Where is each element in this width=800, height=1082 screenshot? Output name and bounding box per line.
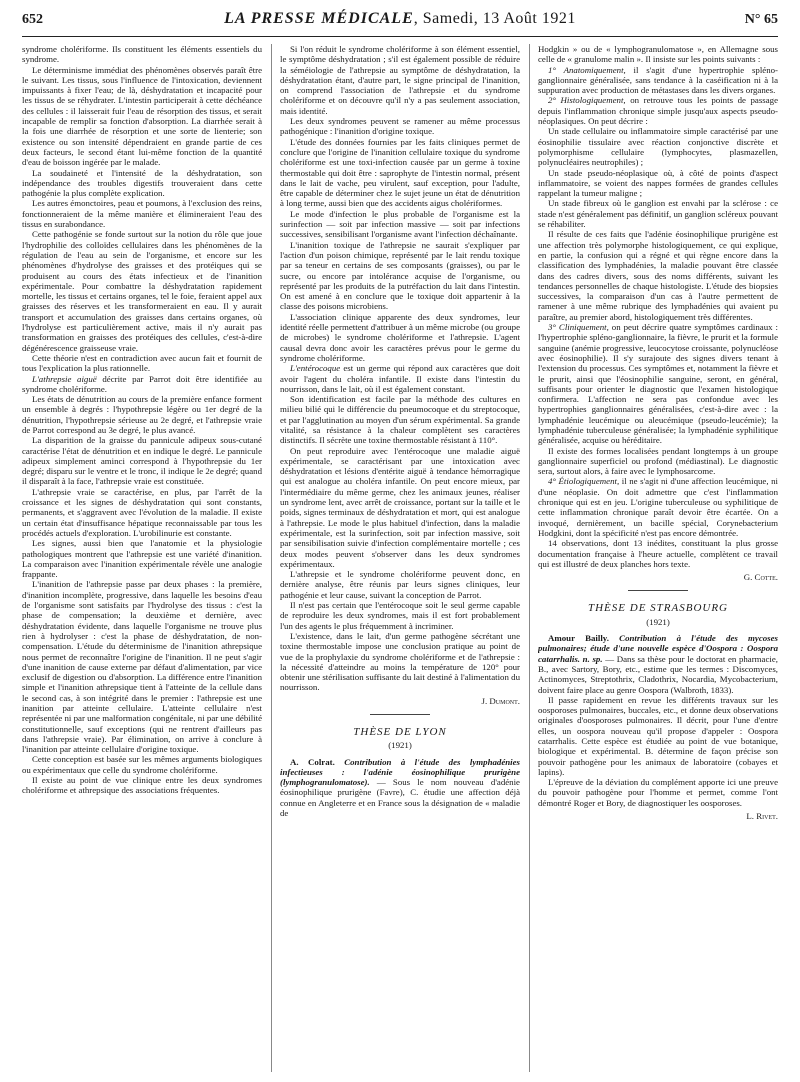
page-number: 652 xyxy=(22,12,43,27)
thesis-title: Contribution à l'étude des mycoses pulmonaires; étude d'une nouvelle espèce d'Oospora : Oospora catarrhalis. n. sp. xyxy=(538,633,778,664)
author-signature: G. Cotte. xyxy=(743,572,778,583)
paragraph: L'inanition toxique de l'athrepsie ne saurait s'expliquer par l'action d'un poison chimique, représenté par le lait rendu toxique par sa teneur en certains de ses composants (graisses), ou par le sucre, ou encore par intolérance acquise de l'organisme, ou représenté par les produits de la putréfaction du lait dans l'intestin. On est amené à en conclure que le toxique doit appartenir à la classe des poisons microbiens. xyxy=(280,239,520,312)
thesis-author: A. Colrat. xyxy=(290,756,335,767)
paragraph: L'athrepsie et le syndrome cholériforme peuvent donc, en dernière analyse, être réunis par leurs signes cliniques, leur pathogénie et leur cause, suivant la conception de Parrot. xyxy=(280,569,520,600)
paragraph: Les signes, aussi bien que l'anatomie et la physiologie pathologiques montrent que l'athrepsie est une variété d'inanition. La comparaison avec l'inanition expérimentale révèle une analogie frappante. xyxy=(22,538,262,580)
emphasis: L'entérocoque xyxy=(290,363,341,374)
author-signature: L. Rivet. xyxy=(746,811,778,822)
text: on retrouve tous les points de passage depuis l'inflammation chronique simple jusqu'aux aspects pseudo-néoplasiques. On peut décrire : xyxy=(538,95,778,127)
page-header xyxy=(22,8,778,36)
text: il ne s'agit ni d'une affection leucémique, ni d'une néoplasie. On doit admettre que c'est l'inflammation chronique qui est en jeu. L'origine tuberculeuse ou syphilitique de cette inflammation chronique paraît devoir être écartée. On a invoqué, dernièrement, un bacille spécial, Corynebacterium Hodgkini, dont la spécificité n'est pas encore démontrée. xyxy=(538,476,778,538)
paragraph: Cette conception est basée sur les mêmes arguments biologiques ou expérimentaux que celle du syndrome cholériforme. xyxy=(22,754,262,775)
column-right xyxy=(538,44,778,1076)
running-title xyxy=(22,10,778,28)
thesis-author: Amour Bailly. xyxy=(548,633,609,644)
paragraph: Hodgkin » ou de « lymphogranulomatose », en Allemagne sous celle de « granulome malin ». Il insiste sur les points suivants : xyxy=(538,44,778,65)
section-heading: THÈSE DE STRASBOURG xyxy=(588,602,728,615)
emphasis: 1° Anatomiquement, xyxy=(548,64,626,75)
issue-date: , Samedi, 13 Août 1921 xyxy=(413,10,576,27)
paragraph: Il résulte de ces faits que l'adénie éosinophilique prurigène est une affection très polymorphe histologiquement, ce qui explique, en partie, la confusion qui a régné et qui règne encore dans la classification des lymphadénies, la maladie pouvant être classée dans des cadres divers, sous des noms différents, suivant les tendances personnelles de chaque histologiste. L'étude des biopsies successives, la comparaison d'un cas à l'autre permettent de ramener à une même rubrique des lymphadénies qui avaient pu paraître, au premier abord, histologiquement très différentes. xyxy=(538,229,778,322)
emphasis: 3° Cliniquement, xyxy=(548,322,609,333)
paragraph xyxy=(280,757,520,819)
paragraph: L'étude des données fournies par les faits cliniques permet de conclure que l'origine de l'inanition cellulaire toxique du syndrome cholériforme est une toxi-infection causée par un germe à toxine thermostable qui doit être : saprophyte de l'intestin normal, présent dans le lait de vache, peu virulent, sauf exception, pour l'adulte, être capable de déterminer chez le sujet jeune un état de dénutrition à long terme, aussi bien que des accidents aigus cholériformes. xyxy=(280,136,520,209)
paragraph: L'épreuve de la déviation du complément apporte ici une preuve du pouvoir pathogène pour l'homme et permet, comme l'ont démontré Roger et Bory, de diagnostiquer les oosporoses. xyxy=(538,777,778,808)
section-divider xyxy=(628,590,688,591)
paragraph: Un stade cellulaire ou inflammatoire simple caractérisé par une éosinophilie tissulaire avec réaction conjonctive discrète et polymorphisme cellulaire (lymphocytes, plasmazellen, polynucléaires neutrophiles) ; xyxy=(538,126,778,168)
paragraph: Il n'est pas certain que l'entérocoque soit le seul germe capable de reproduire les deux syndromes, mais il est fort probablement l'un des agents le plus fréquemment à incriminer. xyxy=(280,600,520,631)
thesis-title: Contribution à l'étude des lymphadénies infectieuses : l'adénie éosinophilique prurigène (lymphogranulomatose). xyxy=(280,756,520,788)
paragraph: Il existe des formes localisées pendant longtemps à un groupe ganglionnaire superficiel ou profond (médiastinal). Le diagnostic sera, surtout alors, à faire avec le lymphosarcome. xyxy=(538,445,778,477)
column-left xyxy=(22,44,262,1076)
paragraph: Les deux syndromes peuvent se ramener au même processus pathogénique : l'inanition d'origine toxique. xyxy=(280,116,520,137)
paragraph: Le déterminisme immédiat des phénomènes observés paraît être le suivant. Les tissus, sous l'influence de l'intoxication, deviennent impuissants à fixer l'eau; de là, déshydratation et incapacité pour les tissus de se réhydrater. L'intestin participerait à cette déchéance des cellules : il laisserait fuir l'eau de résorption des tissus, et serait incapable de remplir sa fonction d'absorption. La diarrhée serait à la fois une diarrhée de résorption et une sorte de lienterie; son existence ou son intensité dépendraient en grande partie de ces deux facteurs, le second étant lui-même fonction de la quantité d'eau de boisson ingérée par le malade. xyxy=(22,64,262,168)
paragraph: Il existe au point de vue clinique entre les deux syndromes cholériforme et athrepsique des associations fréquentes. xyxy=(22,775,262,796)
paragraph xyxy=(280,363,520,394)
paragraph xyxy=(538,65,778,96)
paragraph: Cette théorie n'est en contradiction avec aucun fait et fournit de tous l'explication la plus rationnelle. xyxy=(22,352,262,374)
column-divider xyxy=(271,44,272,1072)
text: est un germe qui répond aux caractères que doit avoir l'agent du choléra infantile. Il existe dans l'intestin du nourrisson, dans le lait, où il est également constant. xyxy=(280,363,520,394)
paragraph: L'athrepsie vraie se caractérise, en plus, par l'arrêt de la croissance et les signes de déshydratation qui sont constants, permanents, et s'aggravent avec l'évolution de la maladie. Il existe un certain état d'insuffisance hépatique reconnaissable par tous les procédés actuels d'exploration. L'urobilinurie est constante. xyxy=(22,486,262,538)
paragraph: syndrome cholériforme. Ils constituent les éléments essentiels du syndrome. xyxy=(22,44,262,65)
text: décrite par Parrot doit être identifiée au syndrome cholériforme. xyxy=(22,373,262,394)
author-signature: J. Dumont. xyxy=(481,695,520,706)
emphasis: 4° Étiologiquement, xyxy=(548,476,620,487)
text: — Dans sa thèse pour le doctorat en pharmacie, B., avec Sartory, Bory, etc., estime que les termes : Discomyces, Actinomyces, Streptothrix, Cladothrix, Nocardia, Mycobacterium, doivent faire place au genre Oospora (Walbroth, 1833). xyxy=(538,653,778,695)
paragraph: Un stade pseudo-néoplasique où, à côté de points d'aspect inflammatoire, se voient des nappes formées de grandes cellules rappelant la tumeur maligne ; xyxy=(538,167,778,199)
text: on peut décrire quatre symptômes cardinaux : l'hypertrophie spléno-ganglionnaire, la fièvre, le prurit et la formule sanguine (anémie progressive, leucocytose croissante, polynucléose avec éosinophilie). Il s'y surajoute des signes divers tenant à l'extension du processus. Ces symptômes et, notamment la fièvre et le prurit, ainsi que l'éosinophilie sanguine, seront, en général, suffisants pour orienter le diagnostic que l'examen histologique confirmera. L'affection ne sera pas confondue avec les hypertrophies ganglionnaires généralisées, c'est-à-dire avec : la lymphadénie leucémique ou aleucémique (pseudo-leucémie); la lymphadénie tuberculeuse généralisée; la lymphadénie syphilitique généralisée, acquise ou héréditaire. xyxy=(538,322,778,446)
paragraph: Le mode d'infection le plus probable de l'organisme est la surinfection — soit par infection massive — soit par infections successives, sensibilisant l'organisme avant l'infection déchaînante. xyxy=(280,208,520,240)
section-divider xyxy=(370,714,430,715)
paragraph: La disparition de la graisse du pannicule adipeux sous-cutané caractérise l'état de dénutrition et en indique le degré. Le pannicule adipeux simplement aminci correspond à l'hypothrepsie du 1er degré; disparu sur le ventre et le tronc, il indique le 2e degré; quand il disparaît à la face, l'athrepsie vraie est constituée. xyxy=(22,435,262,487)
paragraph xyxy=(538,633,778,695)
column-divider xyxy=(529,44,530,1072)
section-year: (1921) xyxy=(388,740,412,751)
paragraph: 14 observations, dont 13 inédites, constituant la plus grosse documentation française à l'heure actuelle, complètent ce travail qui est illustré de deux planches hors texte. xyxy=(538,538,778,569)
paragraph: Cette pathogénie se fonde surtout sur la notion du rôle que joue l'hydrophilie des colloïdes cellulaires dans les phénomènes de la régulation de l'eau au sein de l'organisme, et encore sur les phénomènes d'hydrolyse des graisses et des protéiques qui se produisent au cours des états infectieux et de l'inanition expérimentale. Pour combattre la déshydratation rapidement mortelle, les tissus et certains organes, tel le foie, feraient appel aux graisses des réserves et les transformeraient en eau. Il y aurait transport et accumulation des graisses dans certains organes, où l'hydrolyse est particulièrement active, mais il n'y aurait pas transformation en graisses des protéiques des cellules, c'est-à-dire dégénérescence graisseuse vraie. xyxy=(22,229,262,353)
paragraph: L'existence, dans le lait, d'un germe pathogène sécrétant une toxine thermostable impose une conclusion pratique au point de vue de la prophylaxie du syndrome cholériforme et de l'athrepsie : la nécessité d'atteindre au moins la température de 120° pour obtenir une stérilisation suffisante du lait destiné à l'alimentation du nourrisson. xyxy=(280,630,520,693)
text: — Sous le nom nouveau d'adénie éosinophilique prurigène (Favre), C. étudie une affection déjà connue en Angleterre et en France sous la désignation de « maladie de xyxy=(280,777,520,819)
section-heading: THÈSE DE LYON xyxy=(353,726,447,738)
paragraph: L'inanition de l'athrepsie passe par deux phases : la première, d'inanition incomplète, progressive, dans laquelle les besoins d'eau de l'organisme sont satisfaits par l'hydrolyse des tissus : c'est la phase de compensation; la deuxième et dernière, avec déshydratation évidente, dans laquelle l'organisme ne trouve plus rien à hydrolyser : c'est la phase de déshydratation, de non-compensation. L'étude du déterminisme de l'inanition athrepsique nous permet de reconnaître l'origine de l'inanition. Il ne peut s'agir d'une inanition de cause externe par défaut d'alimentation, par vice exclusif de digestion ou d'absorption. La différence entre l'inanition simple et l'inanition athrepsique tient à l'atteinte de la cellule dans le second cas, à son intégrité dans le premier : l'athrepsie est une inanition par atteinte cellulaire. L'atteinte cellulaire n'est représentée ni par une malformation congénitale, ni par une débilité constitutionnelle, sauf exceptions (qui ne rentrent d'ailleurs pas dans l'athrepsie vraie). Par élimination, on arrive à conclure à l'inanition par atteinte cellulaire d'origine toxique. xyxy=(22,579,262,755)
paragraph: Son identification est facile par la méthode des cultures en milieu bilié qui le différencie du pneumocoque et du streptocoque, et par l'agglutination au moyen d'un sérum expérimental. Sa grande vitalité, sa résistance à la chaleur complètent ses caractères distinctifs. Il sécrète une toxine thermostable résistant à 110°. xyxy=(280,394,520,446)
paragraph xyxy=(538,322,778,446)
paragraph: Les autres émonctoires, peau et poumons, à l'exclusion des reins, fonctionneraient de la même manière et élimineraient l'eau des tissus en surabondance. xyxy=(22,198,262,230)
emphasis: 2° Histologiquement, xyxy=(548,95,626,106)
paragraph xyxy=(538,476,778,538)
paragraph: Si l'on réduit le syndrome cholériforme à son élément essentiel, le symptôme déshydratation ; s'il est également possible de réduire la séméiologie de l'athrepsie au symptôme de déshydratation, la déshydratation étant, d'autre part, le signe principal de l'inanition, on comprend l'association de l'athrepsie et du syndrome cholériforme et on découvre qu'il n'y a pas seulement association, mais identité. xyxy=(280,44,520,116)
issue-number: N° 65 xyxy=(744,12,778,27)
paragraph: L'association clinique apparente des deux syndromes, leur identité réelle permettent d'attribuer à un même microbe (ou groupe de microbes) le syndrome cholériforme et l'athrepsie. L'agent causal devra donc avoir les caractères prévus pour le germe du syndrome cholériforme. xyxy=(280,311,520,363)
column-middle xyxy=(280,44,520,1076)
paragraph: Les états de dénutrition au cours de la première enfance forment un ensemble à degrés : l'hypothrepsie légère ou 1er degré de la dénutrition, l'hypothrepsie sérieuse au 2e degré, et l'athrepsie vraie de Parrot correspond au 3e degré, le plus avancé. xyxy=(22,394,262,435)
header-rule xyxy=(22,36,778,37)
paragraph: On peut reproduire avec l'entérocoque une maladie aiguë expérimentale, se caractérisant par une intoxication avec déshydratation et lésions d'entérite aiguë à tendance hémorragique qui est analogue au choléra infantile. On peut encore mieux, par l'intermédiaire du même germe, chez les animaux jeunes, réaliser un syndrome lent, avec arrêt de croissance, portant sur la taille et le poids, signes terminaux de déshydratation et mort, qui est analogue à l'athrepsie. Le mode le plus habituel d'infection, dans la maladie expérimentale, est la surinfection, soit par infection massive, soit par sensibilisation suivie d'infection complémentaire mortelle ; ces deux modes peuvent s'observer dans les deux syndromes expérimentaux. xyxy=(280,445,520,569)
journal-name: LA PRESSE MÉDICALE xyxy=(224,10,414,27)
emphasis: L'athrepsie aiguë xyxy=(32,373,97,384)
paragraph xyxy=(538,95,778,126)
paragraph: La soudaineté et l'intensité de la déshydratation, son indépendance des troubles digestifs trouveraient dans cette pathogénie la plus complète explication. xyxy=(22,167,262,199)
section-year: (1921) xyxy=(646,616,670,627)
paragraph: Un stade fibreux où le ganglion est envahi par la sclérose : ce stade n'est généralement pas définitif, un ganglion scléreux pouvant se réhabiliter. xyxy=(538,198,778,230)
text: il s'agit d'une hypertrophie spléno-ganglionnaire généralisée, sans tendance à la caséification ni à la suppuration avec production de métastases dans les divers organes. xyxy=(538,64,778,96)
paragraph xyxy=(22,374,262,395)
paragraph: Il passe rapidement en revue les différents travaux sur les oosporoses pulmonaires, buccales, etc., et donne deux observations originales d'oosporoses pulmonaires. Il décrit, pour l'une d'entre elles, un oospora nouveau qu'il propose d'appeler : Oospora catarrhalis. Cette espèce est étudiée au point de vue botanique, biologique et expérimental. B. détermine de façon précise son pouvoir pathogène pour les animaux de laboratoire (cobayes et lapins). xyxy=(538,694,778,777)
